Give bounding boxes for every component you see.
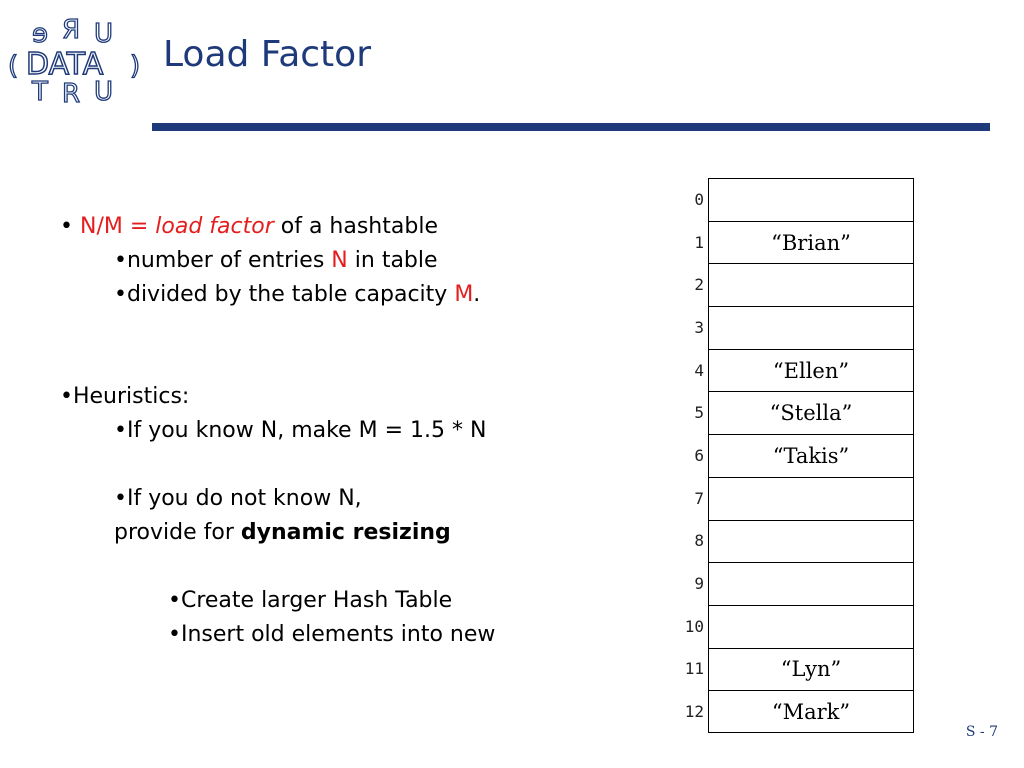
table-row — [660, 221, 914, 264]
bullet-heuristics: •Heuristics: — [60, 384, 190, 409]
table-cell — [708, 477, 914, 520]
nm-term: N/M — [79, 214, 123, 239]
table-row — [660, 520, 914, 563]
sub-bullet-text: in table — [354, 248, 438, 273]
table-cell — [708, 306, 914, 349]
bullet-load-factor — [60, 210, 620, 244]
table-cell — [708, 263, 914, 306]
hash-table — [660, 178, 914, 733]
m-variable: M — [454, 282, 474, 307]
equals-sign: = — [129, 214, 149, 239]
data-structures-logo — [8, 12, 148, 104]
sub-bullet-capacity — [60, 278, 620, 312]
slide-body — [60, 210, 620, 652]
row-index: 7 — [694, 488, 704, 508]
row-index: 12 — [684, 702, 704, 722]
sub-bullet-text: provide for — [114, 520, 234, 545]
dynamic-resizing-term: dynamic resizing — [240, 520, 451, 545]
logo-bottom-letter-1: T — [32, 77, 48, 104]
title-underline — [152, 123, 990, 131]
table-cell: “Mark” — [708, 690, 914, 733]
table-cell: “Brian” — [708, 221, 914, 264]
logo-top-letter-1: ɘ — [32, 19, 48, 49]
row-index: 8 — [694, 531, 704, 551]
table-cell — [708, 520, 914, 563]
table-row — [660, 178, 914, 221]
sub-bullet-text: •number of entries — [114, 248, 325, 273]
table-cell — [708, 605, 914, 648]
load-factor-term: load factor — [155, 214, 274, 239]
table-row — [660, 306, 914, 349]
row-index: 3 — [694, 317, 704, 337]
period: . — [473, 282, 481, 307]
row-index: 2 — [694, 275, 704, 295]
logo-top-letter-2: Я — [62, 15, 81, 45]
sub-sub-bullet-create: •Create larger Hash Table — [168, 588, 453, 613]
row-index: 0 — [694, 189, 704, 209]
sub-bullet-resizing — [60, 516, 620, 550]
logo-bottom-letter-2: R — [62, 79, 81, 104]
n-variable: N — [331, 248, 348, 273]
sub-bullet-unknown-n: •If you do not know N, — [114, 486, 362, 511]
table-cell: “Stella” — [708, 391, 914, 434]
bullet-dot: • — [60, 214, 73, 239]
table-cell: “Takis” — [708, 434, 914, 477]
row-index: 9 — [694, 574, 704, 594]
table-row — [660, 263, 914, 306]
table-row — [660, 391, 914, 434]
row-index: 11 — [684, 659, 704, 679]
table-cell — [708, 178, 914, 221]
bullet-text: of a hashtable — [280, 214, 438, 239]
table-cell: “Ellen” — [708, 349, 914, 392]
sub-bullet-known-n: •If you know N, make M = 1.5 * N — [114, 418, 487, 443]
table-row — [660, 690, 914, 733]
table-cell — [708, 562, 914, 605]
row-index: 10 — [684, 616, 704, 636]
svg-text:): ) — [130, 51, 141, 81]
logo-middle-text: DATA — [26, 47, 104, 82]
table-row — [660, 605, 914, 648]
page-number: S - 7 — [965, 724, 998, 740]
table-row — [660, 434, 914, 477]
table-row — [660, 349, 914, 392]
table-row — [660, 648, 914, 691]
table-cell: “Lyn” — [708, 648, 914, 691]
row-index: 4 — [694, 360, 704, 380]
logo-bottom-letter-3: U — [94, 77, 114, 104]
slide-title: Load Factor — [163, 34, 372, 75]
row-index: 5 — [694, 403, 704, 423]
table-row — [660, 477, 914, 520]
row-index: 1 — [694, 232, 704, 252]
sub-bullet-text: •divided by the table capacity — [114, 282, 448, 307]
svg-text:(: ( — [8, 51, 19, 81]
sub-bullet-entries — [60, 244, 620, 278]
table-row — [660, 562, 914, 605]
logo-top-letter-3: U — [94, 19, 114, 49]
row-index: 6 — [694, 445, 704, 465]
sub-sub-bullet-insert: •Insert old elements into new — [168, 622, 496, 647]
